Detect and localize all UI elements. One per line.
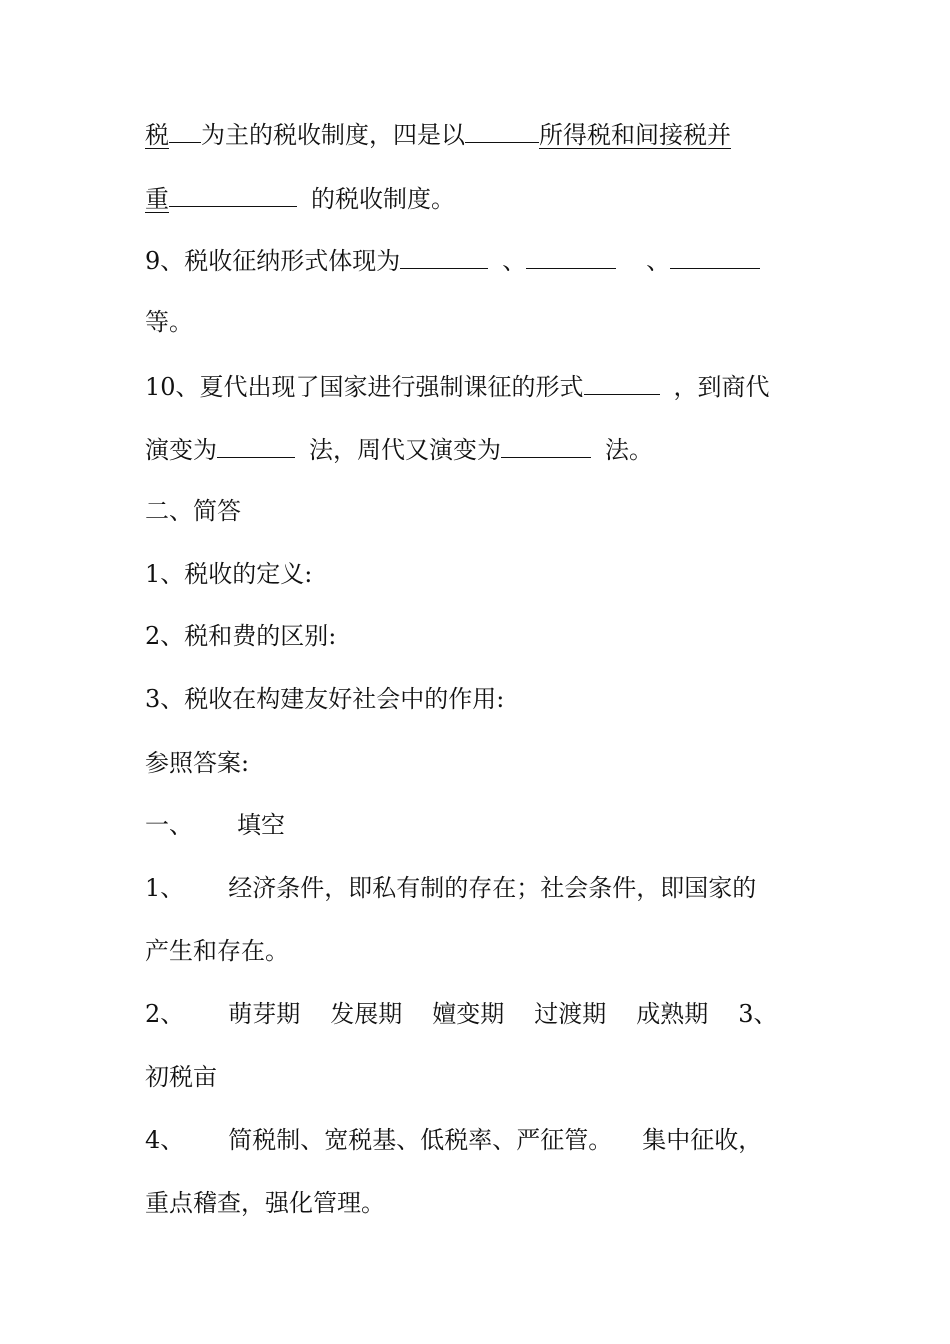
section2-item-1: 1、税收的定义:	[145, 560, 313, 588]
q8-blank-2	[465, 118, 539, 143]
q10-blank-3	[501, 433, 591, 458]
answer-4-line-1	[145, 1125, 762, 1155]
q9-line-2	[145, 307, 193, 337]
q8-blank-3	[169, 182, 297, 207]
answer-1-num: 1、	[145, 874, 185, 902]
section2-item-2: 2、税和费的区别:	[145, 622, 337, 650]
q9-blank-2	[526, 244, 616, 269]
q9-text: 9、税收征纳形式体现为	[145, 247, 401, 275]
q8-text-1: 为主的税收制度，四是以	[201, 121, 465, 149]
answer-4-num: 4、	[145, 1126, 185, 1154]
answer-3-num: 3、	[738, 1000, 778, 1028]
q9-blank-1	[400, 244, 488, 269]
answer-4-text-2: 集中征收，	[642, 1126, 763, 1154]
answer-2-num: 2、	[145, 1000, 185, 1028]
answer-1-line-1	[145, 873, 756, 903]
answer-1-line-2: 产生和存在。	[145, 937, 289, 965]
q9-line-1	[145, 244, 760, 276]
answer-3-text: 初税亩	[145, 1063, 217, 1091]
answers-title: 参照答案:	[145, 749, 250, 777]
answer-2-line	[145, 999, 778, 1029]
q10-text-5: 法。	[605, 436, 653, 464]
answers-section1-num: 一、	[145, 811, 193, 839]
answer-2-term-5: 成熟期	[636, 1000, 709, 1028]
q8-underlined-tax: 税	[145, 121, 169, 149]
q8-underlined-text: 所得税和间接税并	[539, 121, 731, 149]
q9-sep-1: 、	[502, 247, 527, 275]
q9-blank-3	[670, 244, 760, 269]
answer-2-term-1: 萌芽期	[228, 1000, 301, 1028]
q8-blank-1	[169, 118, 201, 143]
answers-section1	[145, 810, 285, 840]
q8-line-2	[145, 182, 455, 214]
answer-2-term-3: 嬗变期	[432, 1000, 505, 1028]
q10-line-1	[145, 370, 770, 402]
q8-underlined-zhong: 重	[145, 185, 169, 213]
q10-blank-2	[217, 433, 295, 458]
answer-1-text-1: 经济条件，即私有制的存在；社会条件，即国家的	[228, 874, 757, 902]
q9-end: 等。	[145, 308, 193, 336]
q8-line-1	[145, 118, 731, 150]
answer-2-term-4: 过渡期	[534, 1000, 607, 1028]
q8-text-2: 的税收制度。	[311, 185, 455, 213]
answer-4-text-1: 简税制、宽税基、低税率、严征管。	[228, 1126, 613, 1154]
q10-blank-1	[584, 370, 660, 395]
answer-4-line-2: 重点稽查，强化管理。	[145, 1189, 385, 1217]
answers-section1-title: 填空	[237, 811, 285, 839]
section2-title: 二、简答	[145, 497, 241, 525]
q10-text-2: ，到商代	[673, 373, 770, 401]
q10-text-1: 10、夏代出现了国家进行强制课征的形式	[145, 373, 584, 401]
q10-text-3: 演变为	[145, 436, 217, 464]
q10-line-2	[145, 433, 653, 465]
section2-item-3: 3、税收在构建友好社会中的作用:	[145, 685, 505, 713]
q10-text-4: 法，周代又演变为	[309, 436, 501, 464]
q9-sep-2: 、	[646, 247, 671, 275]
answer-2-term-2: 发展期	[330, 1000, 403, 1028]
